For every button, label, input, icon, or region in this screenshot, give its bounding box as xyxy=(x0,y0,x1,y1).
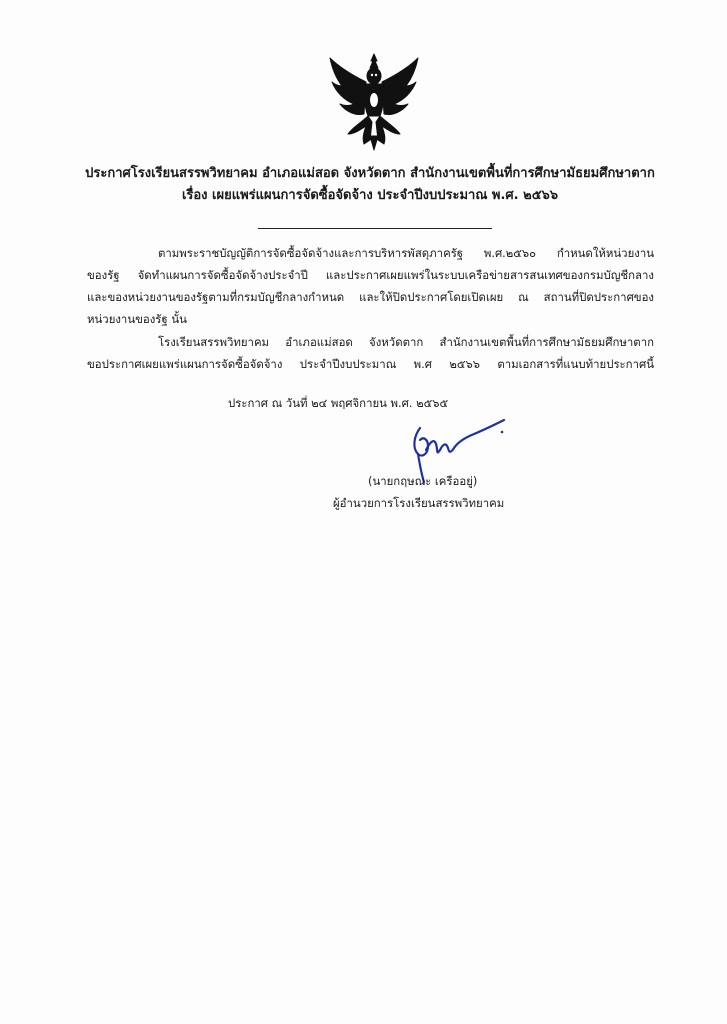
title-underline-divider xyxy=(258,228,492,229)
garuda-emblem-icon xyxy=(326,52,422,152)
paragraph1-line: หน่วยงานของรัฐ นั้น xyxy=(87,312,187,326)
paragraph1-line: ของรัฐ จัดทำแผนการจัดซื้อจัดจ้างประจำปี และประกาศเผยแพร่ในระบบเครือข่ายสารสนเทศของกรมบัญชีกลาง xyxy=(87,268,654,282)
paragraph2-line: ขอประกาศเผยแพร่แผนการจัดซื้อจัดจ้าง ประจำปีงบประมาณ พ.ศ ๒๕๖๖ ตามเอกสารที่แนบท้ายประกาศนี้ xyxy=(87,357,654,371)
paragraph2-line: โรงเรียนสรรพวิทยาคม อำเภอแม่สอด จังหวัดตาก สำนักงานเขตพื้นที่การศึกษามัธยมศึกษาตาก xyxy=(158,335,654,349)
announcement-date: ประกาศ ณ วันที่ ๒๔ พฤศจิกายน พ.ศ. ๒๕๖๕ xyxy=(228,396,449,410)
announcement-title: ประกาศโรงเรียนสรรพวิทยาคม อำเภอแม่สอด จังหวัดตาก สำนักงานเขตพื้นที่การศึกษามัธยมศึกษาตาก xyxy=(85,166,655,181)
announcement-subject: เรื่อง เผยแพร่แผนการจัดซื้อจัดจ้าง ประจำปีงบประมาณ พ.ศ. ๒๕๖๖ xyxy=(181,188,559,203)
signatory-name: (นายกฤษณะ เครืออยู่) xyxy=(368,474,478,488)
signatory-position: ผู้อำนวยการโรงเรียนสรรพวิทยาคม xyxy=(333,496,505,510)
paragraph1-line: และของหน่วยงานของรัฐตามที่กรมบัญชีกลางกำหนด และให้ปิดประกาศโดยเปิดเผย ณ สถานที่ปิดประกาศของ xyxy=(87,290,654,304)
paragraph1-line: ตามพระราชบัญญัติการจัดซื้อจัดจ้างและการบริหารพัสดุภาครัฐ พ.ศ.๒๕๖๐ กำหนดให้หน่วยงาน xyxy=(158,246,654,260)
